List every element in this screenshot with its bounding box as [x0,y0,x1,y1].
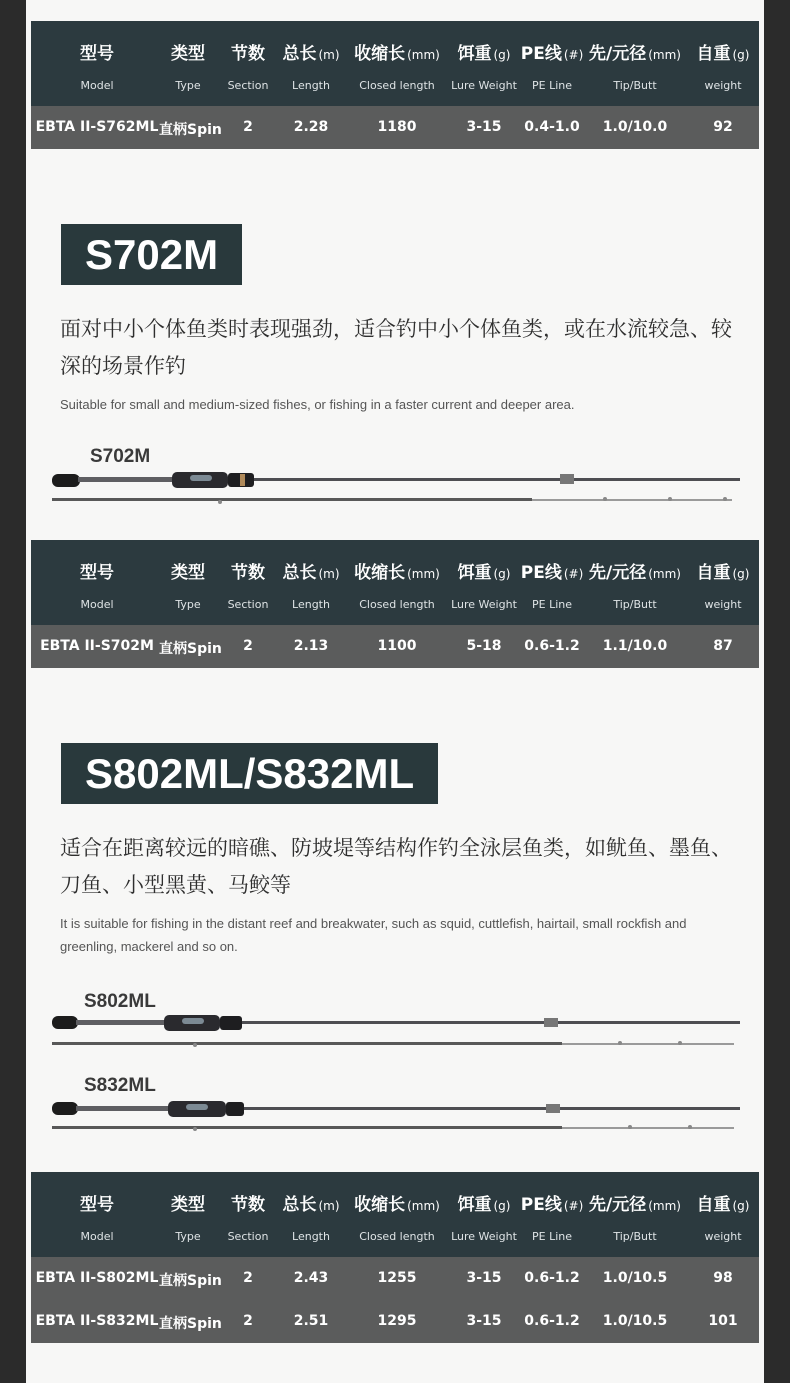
header-cn-1 [159,39,217,64]
table-cell: 87 [713,638,733,654]
table-cell: 2.43 [293,1270,329,1286]
header-unit: (mm) [648,1199,681,1213]
header-cn-6 [519,558,585,583]
header-cn-4 [351,39,443,64]
table-cell: 2 [243,1313,253,1329]
rod-label-s702m: S702M [90,446,151,467]
table-cell: 直柄Spin [159,122,222,138]
table-cell: 92 [713,119,733,135]
header-en-5: Lure Weight [451,598,517,611]
header-en-6: PE Line [531,1230,572,1243]
header-cn-label: 先/元径 [589,563,647,583]
header-cn-2 [221,39,275,64]
table-row [31,1300,759,1343]
spec-table-s762ml [31,21,759,149]
rod-image-s832ml [50,1094,742,1136]
table-cell: 0.4-1.0 [524,119,580,135]
header-cn-0 [31,558,163,583]
header-cn-1 [159,1190,217,1215]
header-cn-label: 总长 [282,563,317,583]
table-cell: 直柄Spin [159,1273,222,1289]
header-cn-label: 自重 [696,44,731,64]
header-cn-6 [519,39,585,64]
table-cell: 2 [243,638,253,654]
spec-table-header [31,540,759,625]
table-cell: 2 [243,119,253,135]
header-unit: (m) [318,1199,340,1213]
header-en-6: PE Line [531,79,572,92]
table-cell: 98 [713,1270,733,1286]
header-en-8: weight [704,598,742,611]
header-unit: (#) [563,48,584,62]
header-cn-2 [221,1190,275,1215]
header-cn-3 [279,39,343,64]
description-cn-s802ml: 适合在距离较远的暗礁、防坡堤等结构作钓全泳层鱼类，如鱿鱼、墨鱼、刀鱼、小型黑黄、马鲛等 [60,836,732,897]
header-en-8: weight [704,79,742,92]
description-en-s802ml: It is suitable for fishing in the distant reef and breakwater, such as squid, cuttlefish, hairtail, small rockfish and greenling, mackerel and so on. [60,916,687,954]
rod-label-s832ml: S832ML [84,1075,156,1096]
header-unit: (mm) [407,1199,440,1213]
header-cn-7 [587,558,683,583]
header-cn-4 [351,1190,443,1215]
table-cell: 2.13 [293,638,329,654]
header-cn-6 [519,1190,585,1215]
table-cell: 2 [243,1270,253,1286]
header-cn-2 [221,558,275,583]
table-cell: 3-15 [466,1313,502,1329]
header-unit: (#) [563,1199,584,1213]
table-row [31,625,759,668]
header-cn-label: 类型 [171,1195,205,1215]
header-cn-label: 类型 [171,563,205,583]
table-cell: EBTA II-S832ML [35,1313,159,1329]
rod-image-s702m [50,464,742,510]
header-cn-label: 饵重 [457,44,492,64]
table-cell: 1255 [377,1270,417,1286]
header-en-0: Model [80,598,114,611]
description-cn-s702m: 面对中小个体鱼类时表现强劲，适合钓中小个体鱼类，或在水流较急、较深的场景作钓 [60,317,732,378]
header-en-3: Length [292,79,330,92]
header-unit: (mm) [648,567,681,581]
spec-table-header [31,1172,759,1257]
table-row [31,106,759,149]
header-cn-7 [587,1190,683,1215]
header-cn-label: PE线 [520,563,562,583]
header-en-0: Model [80,79,114,92]
header-en-1: Type [175,598,201,611]
header-en-5: Lure Weight [451,1230,517,1243]
table-cell: 1100 [377,638,417,654]
header-cn-label: 型号 [80,563,114,583]
header-cn-0 [31,1190,163,1215]
header-unit: (mm) [407,567,440,581]
spec-table-header [31,21,759,106]
description-en-s702m: Suitable for small and medium-sized fishes, or fishing in a faster current and deeper area. [60,397,575,412]
header-en-1: Type [175,1230,201,1243]
table-cell: 1.0/10.0 [602,119,668,135]
header-en-2: Section [227,1230,269,1243]
header-en-7: Tip/Butt [613,1230,657,1243]
spec-table-s702m [31,540,759,668]
header-cn-0 [31,39,163,64]
header-cn-label: 收缩长 [354,563,406,583]
table-cell: 1.0/10.5 [602,1313,668,1329]
table-cell: EBTA II-S702M [40,638,154,654]
header-cn-label: 总长 [282,1195,317,1215]
header-cn-label: 饵重 [457,1195,492,1215]
header-cn-label: 节数 [231,1195,265,1215]
header-cn-label: PE线 [520,1195,562,1215]
header-cn-label: 收缩长 [354,1195,406,1215]
header-en-1: Type [175,79,201,92]
header-unit: (g) [732,1199,750,1213]
model-tag-s802ml-s832ml: S802ML/S832ML [61,743,438,804]
header-cn-label: 总长 [282,44,317,64]
header-unit: (m) [318,567,340,581]
table-cell: EBTA II-S762ML [35,119,159,135]
header-cn-3 [279,558,343,583]
header-cn-label: 先/元径 [589,44,647,64]
table-cell: EBTA II-S802ML [35,1270,159,1286]
header-unit: (g) [493,48,511,62]
header-unit: (m) [318,48,340,62]
header-en-3: Length [292,598,330,611]
header-en-2: Section [227,79,269,92]
header-cn-label: 先/元径 [589,1195,647,1215]
header-cn-8 [687,39,759,64]
table-cell: 0.6-1.2 [524,1270,580,1286]
table-cell: 3-15 [466,119,502,135]
table-cell: 1295 [377,1313,417,1329]
header-cn-8 [687,1190,759,1215]
spec-table-s802ml-s832ml [31,1172,759,1343]
table-cell: 直柄Spin [159,1316,222,1332]
header-cn-label: 型号 [80,44,114,64]
table-cell: 101 [708,1313,738,1329]
header-en-4: Closed length [359,598,435,611]
header-unit: (g) [493,567,511,581]
header-cn-label: 自重 [696,1195,731,1215]
header-unit: (#) [563,567,584,581]
header-cn-5 [449,558,519,583]
table-cell: 3-15 [466,1270,502,1286]
table-cell: 1180 [377,119,417,135]
header-cn-3 [279,1190,343,1215]
header-en-5: Lure Weight [451,79,517,92]
header-cn-4 [351,558,443,583]
header-en-8: weight [704,1230,742,1243]
header-cn-5 [449,1190,519,1215]
header-en-3: Length [292,1230,330,1243]
header-unit: (mm) [648,48,681,62]
header-en-7: Tip/Butt [613,598,657,611]
header-cn-8 [687,558,759,583]
table-cell: 1.1/10.0 [602,638,668,654]
header-en-6: PE Line [531,598,572,611]
rod-label-s802ml: S802ML [84,991,156,1012]
table-cell: 1.0/10.5 [602,1270,668,1286]
table-cell: 直柄Spin [159,641,222,657]
header-cn-label: 型号 [80,1195,114,1215]
header-unit: (g) [732,48,750,62]
header-cn-label: 收缩长 [354,44,406,64]
header-en-0: Model [80,1230,114,1243]
table-cell: 2.28 [293,119,329,135]
model-tag-s702m: S702M [61,224,242,285]
table-cell: 0.6-1.2 [524,1313,580,1329]
header-cn-label: 自重 [696,563,731,583]
rod-image-s802ml [50,1010,742,1052]
header-cn-label: 节数 [231,563,265,583]
header-en-2: Section [227,598,269,611]
header-cn-5 [449,39,519,64]
header-cn-label: 节数 [231,44,265,64]
header-cn-1 [159,558,217,583]
table-row [31,1257,759,1300]
header-unit: (g) [493,1199,511,1213]
table-cell: 2.51 [293,1313,329,1329]
header-unit: (mm) [407,48,440,62]
header-cn-label: 饵重 [457,563,492,583]
header-cn-label: PE线 [520,44,562,64]
header-en-4: Closed length [359,79,435,92]
header-unit: (g) [732,567,750,581]
header-en-4: Closed length [359,1230,435,1243]
header-cn-label: 类型 [171,44,205,64]
table-cell: 5-18 [466,638,502,654]
header-cn-7 [587,39,683,64]
header-en-7: Tip/Butt [613,79,657,92]
table-cell: 0.6-1.2 [524,638,580,654]
